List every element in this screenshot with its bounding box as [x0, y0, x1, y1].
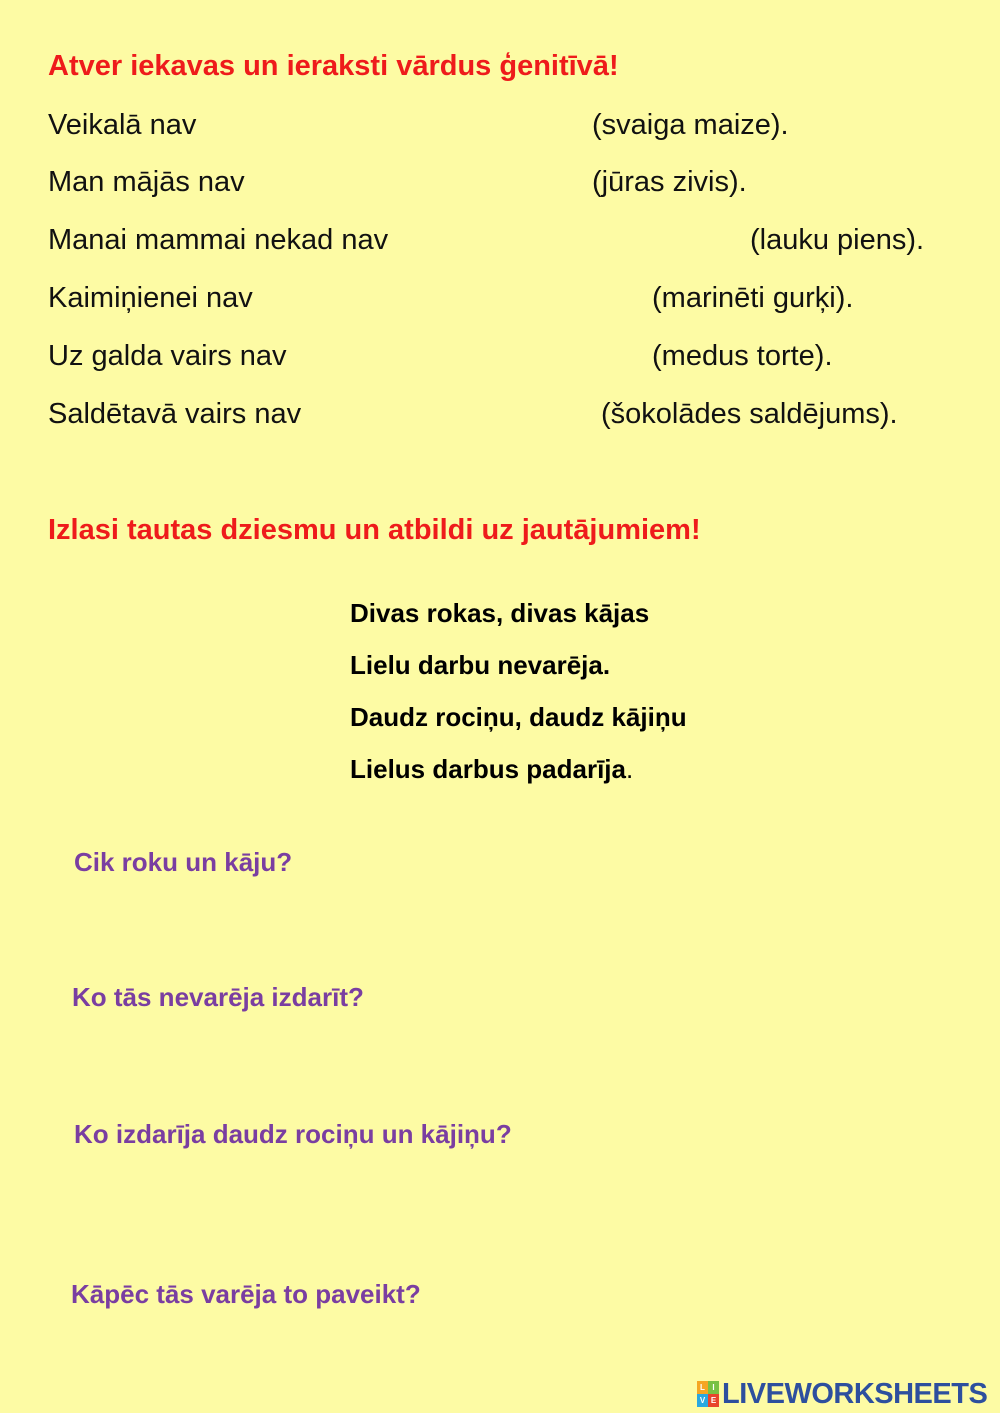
- section1-heading: Atver iekavas un ieraksti vārdus ģenitīvā!: [48, 50, 619, 82]
- poem-line-4-period: .: [625, 754, 634, 784]
- sentence-6: Saldētavā vairs nav: [48, 398, 302, 430]
- sentence-5: Uz galda vairs nav: [48, 340, 287, 372]
- logo-text: LIVEWORKSHEETS: [722, 1377, 988, 1410]
- question-2: Ko tās nevarēja izdarīt?: [72, 982, 364, 1012]
- sentence-1: Veikalā nav: [48, 109, 197, 141]
- question-3: Ko izdarīja daudz rociņu un kājiņu?: [74, 1119, 512, 1149]
- sentence-4: Kaimiņienei nav: [48, 282, 253, 314]
- hint-5: (medus torte).: [652, 340, 833, 372]
- logo-icon-letter-v: V: [697, 1394, 708, 1407]
- liveworksheets-logo-icon: [697, 1381, 719, 1407]
- hint-3: (lauku piens).: [750, 224, 925, 256]
- answer-input-3[interactable]: [446, 221, 748, 259]
- answer-input-5[interactable]: [330, 337, 649, 375]
- answer-input-2[interactable]: [280, 163, 589, 201]
- hint-2: (jūras zivis).: [592, 166, 747, 198]
- sentence-2: Man mājās nav: [48, 166, 245, 198]
- question-4: Kāpēc tās varēja to paveikt?: [71, 1279, 421, 1309]
- poem-line-2: Lielu darbu nevarēja.: [350, 650, 611, 680]
- section2-heading: Izlasi tautas dziesmu un atbildi uz jautājumiem!: [48, 514, 701, 546]
- logo-icon-letter-e: E: [708, 1394, 719, 1407]
- liveworksheets-logo: [697, 1376, 987, 1412]
- hint-6: (šokolādes saldējums).: [601, 398, 898, 430]
- answer-area-4[interactable]: [71, 1316, 955, 1375]
- logo-icon-letter-l: L: [697, 1381, 708, 1394]
- hint-1: (svaiga maize).: [592, 109, 789, 141]
- answer-area-2[interactable]: [72, 1020, 956, 1114]
- question-1: Cik roku un kāju?: [74, 847, 293, 877]
- poem-line-4: [350, 754, 633, 785]
- poem-line-3: Daudz rociņu, daudz kājiņu: [350, 702, 687, 732]
- answer-area-1[interactable]: [74, 884, 958, 978]
- answer-input-6[interactable]: [346, 395, 598, 433]
- poem-line-1: Divas rokas, divas kājas: [350, 598, 650, 628]
- answer-input-1[interactable]: [225, 106, 589, 144]
- answer-input-4[interactable]: [290, 279, 649, 317]
- answer-area-3[interactable]: [74, 1157, 958, 1276]
- poem-line-4-text: Lielus darbus padarīja: [350, 754, 626, 784]
- hint-4: (marinēti gurķi).: [652, 282, 854, 314]
- logo-icon-letter-i: I: [708, 1381, 719, 1394]
- sentence-3: Manai mammai nekad nav: [48, 224, 389, 256]
